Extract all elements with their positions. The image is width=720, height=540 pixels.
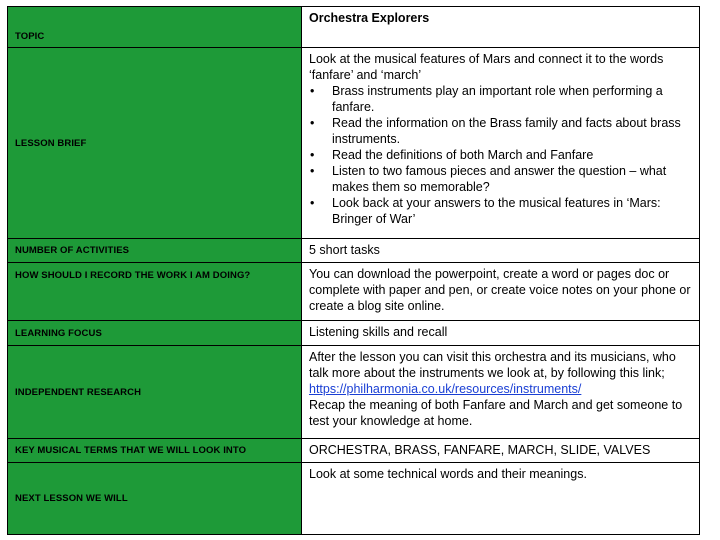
next-lesson-value: Look at some technical words and their meanings.	[302, 463, 700, 535]
lesson-brief-value	[302, 48, 700, 239]
row-independent-research	[8, 346, 700, 439]
list-item-text: Brass instruments play an important role when performing a fanfare.	[332, 84, 663, 114]
research-text: After the lesson you can visit this orchestra and its musicians, who talk more about the instruments we look at, by following this link;	[309, 350, 676, 380]
list-item-text: Read the information on the Brass family and facts about brass instruments.	[332, 116, 681, 146]
lesson-brief-label: LESSON BRIEF	[8, 48, 302, 239]
row-key-terms	[8, 439, 700, 463]
bullet-icon: •	[310, 164, 315, 178]
next-lesson-label: NEXT LESSON WE WILL	[8, 463, 302, 535]
learning-focus-label: LEARNING FOCUS	[8, 321, 302, 346]
lesson-brief-list	[309, 83, 691, 227]
list-item-text: Read the definitions of both March and Fanfare	[332, 148, 594, 162]
list-item-text: Listen to two famous pieces and answer the question – what makes them so memorable?	[332, 164, 667, 194]
independent-research-value	[302, 346, 700, 439]
number-of-activities-value: 5 short tasks	[302, 239, 700, 263]
topic-value: Orchestra Explorers	[302, 7, 700, 48]
row-topic	[8, 7, 700, 48]
topic-label: TOPIC	[8, 7, 302, 48]
list-item	[309, 83, 691, 115]
record-work-label: HOW SHOULD I RECORD THE WORK I AM DOING?	[8, 263, 302, 321]
key-terms-label: KEY MUSICAL TERMS THAT WE WILL LOOK INTO	[8, 439, 302, 463]
lesson-plan-table	[7, 6, 700, 535]
independent-research-label: INDEPENDENT RESEARCH	[8, 346, 302, 439]
research-recap-text: Recap the meaning of both Fanfare and March and get someone to test your knowledge at home.	[309, 398, 683, 428]
lesson-brief-intro: Look at the musical features of Mars and connect it to the words ‘fanfare’ and ‘march’	[309, 52, 664, 82]
bullet-icon: •	[310, 196, 315, 210]
philharmonia-link[interactable]: https://philharmonia.co.uk/resources/instruments/	[309, 382, 582, 396]
list-item-text: Look back at your answers to the musical features in ‘Mars: Bringer of War’	[332, 196, 661, 226]
bullet-icon: •	[310, 148, 315, 162]
row-learning-focus	[8, 321, 700, 346]
bullet-icon: •	[310, 116, 315, 130]
number-of-activities-label: NUMBER OF ACTIVITIES	[8, 239, 302, 263]
learning-focus-value: Listening skills and recall	[302, 321, 700, 346]
row-number-of-activities	[8, 239, 700, 263]
list-item	[309, 147, 691, 163]
row-lesson-brief	[8, 48, 700, 239]
list-item	[309, 195, 691, 227]
list-item	[309, 115, 691, 147]
row-record-work	[8, 263, 700, 321]
bullet-icon: •	[310, 84, 315, 98]
key-terms-value: ORCHESTRA, BRASS, FANFARE, MARCH, SLIDE, VALVES	[302, 439, 700, 463]
list-item	[309, 163, 691, 195]
row-next-lesson	[8, 463, 700, 535]
record-work-value: You can download the powerpoint, create a word or pages doc or complete with paper and pen, or create voice notes on your phone or create a blog site online.	[302, 263, 700, 321]
